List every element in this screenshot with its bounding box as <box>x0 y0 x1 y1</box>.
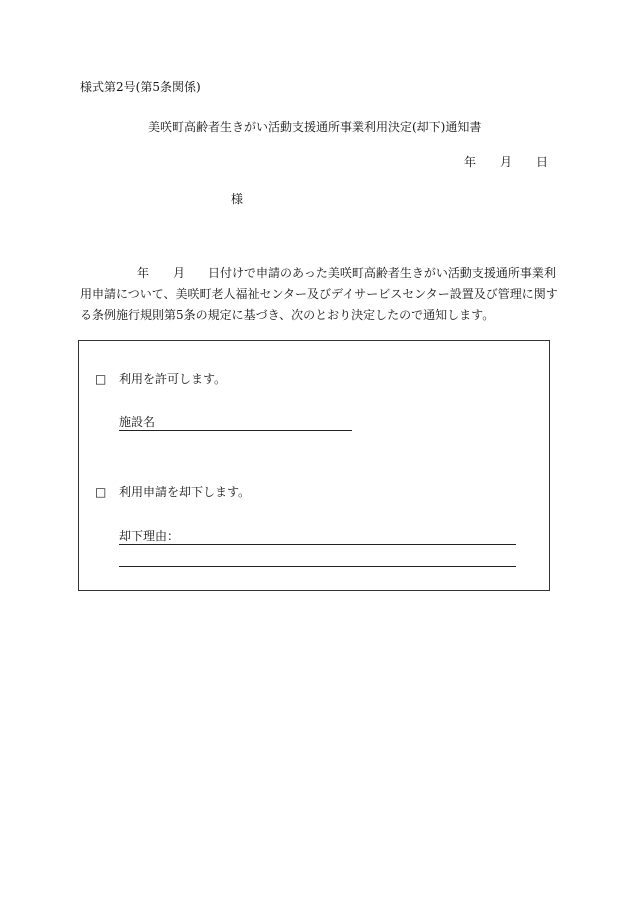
rejection-reason-line-2[interactable] <box>119 566 516 567</box>
addressee-suffix: 様 <box>231 192 244 206</box>
rejection-reason-field[interactable] <box>119 544 516 545</box>
facility-name-field[interactable] <box>119 430 352 431</box>
approve-checkbox[interactable]: □ <box>95 372 107 386</box>
date-month: 月 <box>500 155 513 169</box>
approve-label: 利用を許可します。 <box>119 372 227 386</box>
reject-checkbox[interactable]: □ <box>95 485 107 499</box>
body-year: 年 <box>137 266 150 280</box>
document-title: 美咲町高齢者生きがい活動支援通所事業利用決定(却下)通知書 <box>148 120 482 134</box>
form-number: 様式第2号(第5条関係) <box>80 80 201 94</box>
date-day: 日 <box>536 155 549 169</box>
date-year: 年 <box>464 155 477 169</box>
facility-name-label: 施設名 <box>119 415 156 429</box>
rejection-reason-label: 却下理由： <box>119 529 180 543</box>
body-month: 月 <box>173 266 186 280</box>
body-line-3: る条例施行規則第5条の規定に基づき、次のとおり決定したので通知します。 <box>80 308 495 322</box>
body-line-1-text: 日付けで申請のあった美咲町高齢者生きがい活動支援通所事業利 <box>208 266 556 280</box>
reject-label: 利用申請を却下します。 <box>119 485 251 499</box>
body-line-2: 用申請について、美咲町老人福祉センター及びデイサービスセンター設置及び管理に関す <box>80 287 558 301</box>
